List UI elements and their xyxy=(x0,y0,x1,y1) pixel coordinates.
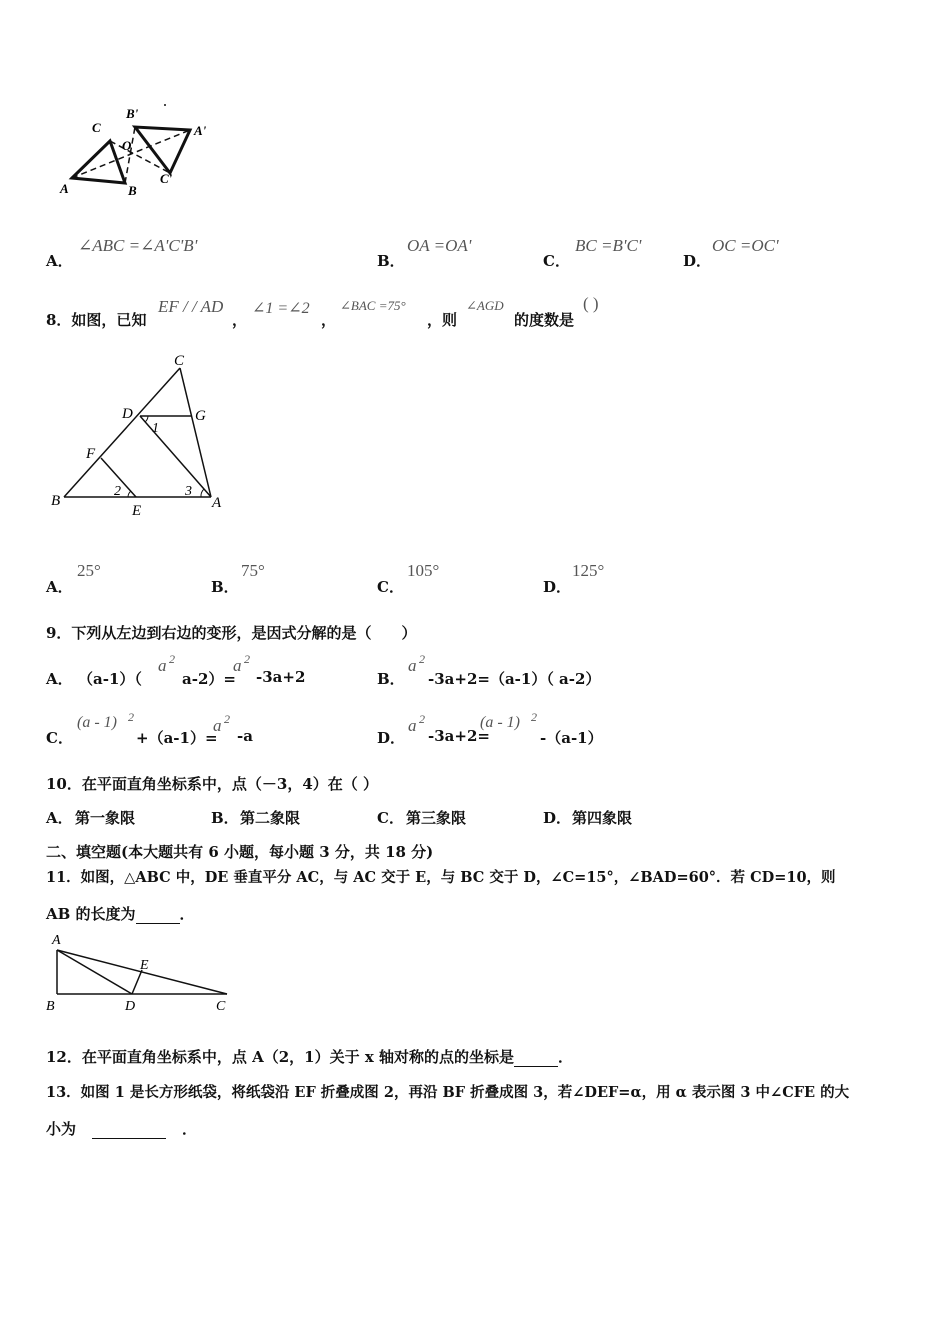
q8-figure xyxy=(44,345,244,525)
q9-option-a-part3: -3a+2 xyxy=(256,668,306,686)
q12-answer-blank xyxy=(514,1048,558,1067)
q9-option-d-exp: 2 xyxy=(419,712,425,726)
q8-label-a: A xyxy=(212,495,222,511)
q9-option-b-exp: 2 xyxy=(419,652,425,666)
q13-line1: 13．如图 1 是长方形纸袋，将纸袋沿 EF 折叠成图 2，再沿 BF 折叠成图 3，若∠DEF=α，用 α 表示图 3 中∠CFE 的大 xyxy=(46,1084,850,1101)
q7-option-b-letter: B． xyxy=(377,252,405,270)
q9-option-a-exp: 2 xyxy=(169,652,175,666)
q9-option-d-letter: D． xyxy=(377,729,406,747)
q8-label-3: 3 xyxy=(185,484,192,499)
segment-ad xyxy=(57,950,132,994)
q8-option-a-letter: A． xyxy=(46,578,73,596)
q8-option-c-letter: C． xyxy=(377,578,404,596)
q9-option-b-var: a xyxy=(408,656,417,675)
q8-option-d-letter: D． xyxy=(543,578,572,596)
q7-option-c-letter: C． xyxy=(543,252,570,270)
q7-option-a-letter: A． xyxy=(46,252,73,270)
q8-option-c-value: 105° xyxy=(407,561,440,580)
q8-label-1: 1 xyxy=(152,421,159,436)
q12-line xyxy=(46,1046,573,1067)
q9-option-c-part2: -a xyxy=(237,727,253,745)
q8-suffix: 的度数是 xyxy=(514,311,575,329)
q11-line2-end: ． xyxy=(179,905,195,923)
q9-option-c-exp1: 2 xyxy=(128,710,134,724)
q8-paren: ( ) xyxy=(583,294,599,313)
q10-option-a-letter: A． xyxy=(46,809,73,827)
q11-line2 xyxy=(46,903,195,924)
segment-da xyxy=(140,416,211,497)
q11-label-a: A xyxy=(52,933,61,948)
q7-figure xyxy=(50,95,230,205)
q11-label-b: B xyxy=(46,999,55,1014)
q11-figure xyxy=(42,928,242,1018)
q8-label-2: 2 xyxy=(114,484,121,499)
q7-label-b1: B' xyxy=(126,106,139,121)
q8-mid: ，则 xyxy=(427,311,458,329)
q9-option-d-math1: (a - 1) xyxy=(480,714,520,731)
q8-option-d-value: 125° xyxy=(572,561,605,580)
q8-option-b-letter: B． xyxy=(211,578,239,596)
q8-label-c: C xyxy=(174,353,185,369)
q9-option-c-letter: C． xyxy=(46,729,73,747)
q11-line2-text: AB 的长度为 xyxy=(46,905,136,923)
q10-option-c-text: 第三象限 xyxy=(406,809,467,827)
q9-option-b-letter: B． xyxy=(377,670,405,688)
q7-label-c: C xyxy=(92,120,101,135)
q10-option-b-text: 第二象限 xyxy=(240,809,301,827)
q8-cond1: EF / / AD xyxy=(158,297,224,316)
triangle-a1b1c1 xyxy=(135,127,190,173)
q8-label-f: F xyxy=(86,446,96,462)
q7-option-c-expr: BC =B'C' xyxy=(575,236,642,255)
q9-option-a-exp2: 2 xyxy=(244,652,250,666)
q13-line2-text: 小为 xyxy=(46,1120,77,1138)
q8-sep2: ， xyxy=(321,311,337,329)
q9-option-b-part1: -3a+2=（a-1）（ a-2） xyxy=(428,670,601,688)
q13-line2-end: ． xyxy=(182,1120,198,1138)
q9-option-c-var: a xyxy=(213,716,222,735)
q10-option-a-text: 第一象限 xyxy=(75,809,136,827)
q8-sep1: ， xyxy=(232,311,248,329)
q11-line1: 11．如图，△ABC 中，DE 垂直平分 AC，与 AC 交于 E，与 BC 交于 D，∠C=15°，∠BAD=60°．若 CD=10，则 xyxy=(46,869,836,886)
q10-option-b-letter: B． xyxy=(211,809,239,827)
q9-option-c-exp: 2 xyxy=(224,712,230,726)
q9-option-d-part1: -3a+2= xyxy=(428,727,490,745)
q9-option-c-part1: +（a-1）= xyxy=(136,729,218,747)
segment-ca xyxy=(180,368,211,497)
q12-end: ． xyxy=(558,1048,574,1066)
q8-option-a-value: 25° xyxy=(77,561,101,580)
q7-label-b: B xyxy=(128,183,137,198)
q8-cond2: ∠1 =∠2 xyxy=(252,300,310,317)
q10-option-d-letter: D． xyxy=(543,809,572,827)
q9-stem: 9．下列从左边到右边的变形，是因式分解的是（ ） xyxy=(46,624,417,642)
q7-option-b-expr: OA =OA' xyxy=(407,236,472,255)
segment-bc xyxy=(64,368,180,497)
q12-text: 12．在平面直角坐标系中，点 A（2，1）关于 x 轴对称的点的坐标是 xyxy=(46,1048,514,1066)
q8-cond3: ∠BAC =75° xyxy=(340,298,406,313)
section-2-heading: 二、填空题(本大题共有 6 小题，每小题 3 分，共 18 分) xyxy=(46,843,434,861)
q13-line2 xyxy=(46,1118,197,1139)
q11-answer-blank xyxy=(136,905,180,924)
q8-label-e: E xyxy=(132,503,142,519)
q9-option-d-exp1: 2 xyxy=(531,710,537,724)
triangle-abc xyxy=(72,141,125,183)
q9-option-a-letter: A． xyxy=(46,670,73,688)
q7-label-c1: C' xyxy=(160,171,173,186)
q8-option-b-value: 75° xyxy=(241,561,265,580)
q10-option-d-text: 第四象限 xyxy=(572,809,633,827)
q8-label-b: B xyxy=(51,493,61,509)
q7-option-d-letter: D． xyxy=(683,252,712,270)
q9-option-a-part1: （a-1）（ xyxy=(78,670,142,688)
q9-option-a-var2: a xyxy=(233,656,242,675)
q10-stem: 10．在平面直角坐标系中，点（－3，4）在（ ） xyxy=(46,775,378,793)
q8-target: ∠AGD xyxy=(466,298,504,313)
q10-option-c-letter: C． xyxy=(377,809,404,827)
q13-answer-blank xyxy=(92,1120,166,1139)
q7-label-a1: A' xyxy=(194,123,207,138)
q11-label-e: E xyxy=(140,958,149,973)
segment-de xyxy=(132,970,142,994)
q9-option-d-var: a xyxy=(408,716,417,735)
q8-label-g: G xyxy=(195,408,206,424)
q9-option-a-part2: a-2）= xyxy=(182,670,236,688)
q7-option-a-expr: ∠ABC =∠A'C'B' xyxy=(78,236,198,255)
q7-option-d-expr: OC =OC' xyxy=(712,236,779,255)
q9-option-c-math1: (a - 1) xyxy=(77,714,117,731)
q8-prefix: 8．如图，已知 xyxy=(46,311,147,329)
q9-option-a-var: a xyxy=(158,656,167,675)
q7-label-o: O xyxy=(122,138,132,153)
q9-option-d-part2: -（a-1） xyxy=(540,729,603,747)
q7-label-a: A xyxy=(60,181,69,196)
q11-label-d: D xyxy=(125,999,136,1014)
q8-label-d: D xyxy=(122,406,133,422)
q11-label-c: C xyxy=(216,999,226,1014)
